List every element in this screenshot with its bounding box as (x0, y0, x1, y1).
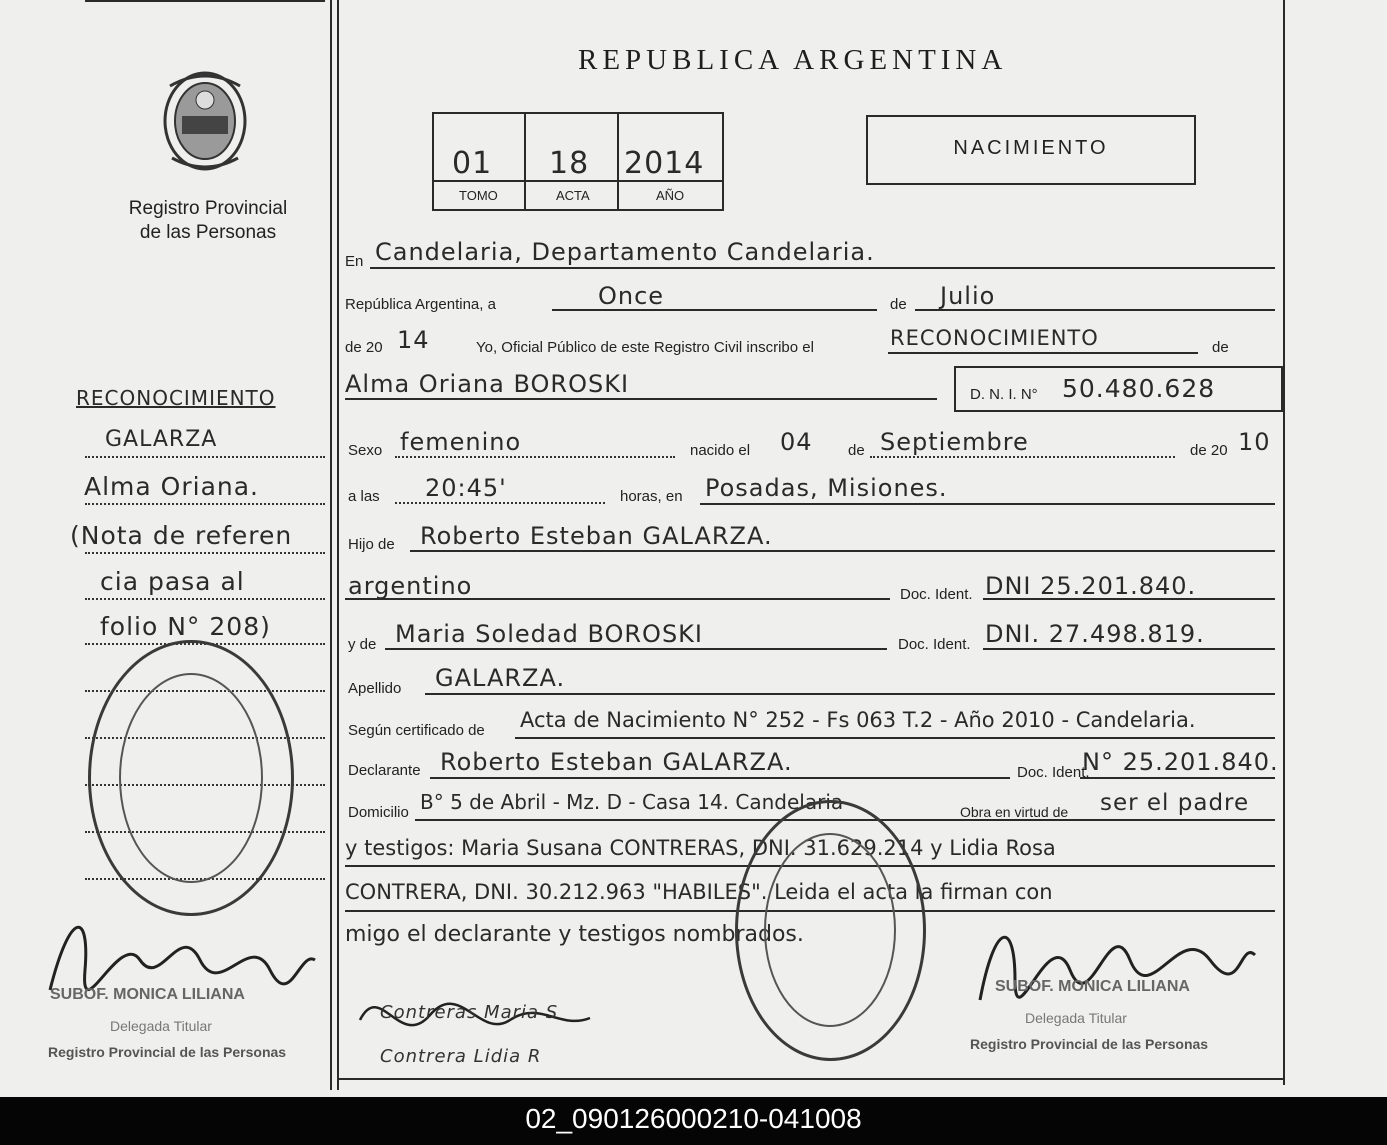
place-value: Posadas, Misiones. (705, 474, 948, 502)
margin-note-line1: RECONOCIMIENTO (76, 386, 276, 410)
dni-box (954, 366, 1283, 412)
republica-label: República Argentina, a (345, 296, 496, 313)
official-left-name: SUBOF. MONICA LILIANA (50, 986, 245, 1003)
time-value: 20:45' (425, 474, 507, 502)
left-official-stamp (88, 640, 294, 916)
sexo-label: Sexo (348, 442, 383, 459)
child-name: Alma Oriana BOROSKI (345, 370, 630, 398)
month-value: Julio (940, 282, 996, 310)
official-left-org: Registro Provincial de las Personas (48, 1044, 287, 1060)
image-code: 02_090126000210-041008 (525, 1103, 862, 1134)
image-code-footer (0, 1097, 1387, 1145)
margin-dots-2 (85, 456, 325, 458)
form-bottom-rule (337, 1078, 1283, 1080)
official-right-title: Delegada Titular (1025, 1010, 1127, 1026)
record-type-label: NACIMIENTO (953, 137, 1109, 159)
segun-label: Según certificado de (348, 722, 485, 739)
mother-doc: DNI. 27.498.819. (985, 620, 1205, 648)
testigos-line2: CONTRERA, DNI. 30.212.963 "HABILES". Leida el acta la firman con (345, 880, 1053, 904)
father-name: Roberto Esteban GALARZA. (420, 522, 773, 550)
de1-label: de (890, 296, 907, 313)
obra-value: ser el padre (1100, 790, 1250, 816)
margin-note-line6: folio N° 208) (100, 612, 271, 641)
registry-seal-icon (150, 66, 260, 176)
en-value: Candelaria, Departamento Candelaria. (375, 238, 875, 266)
de2014-label: de 20 (345, 339, 383, 356)
en-label: En (345, 253, 364, 270)
hijo-label: Hijo de (348, 536, 395, 553)
day-value: Once (598, 282, 665, 310)
margin-note-line2: GALARZA (105, 427, 218, 452)
act-value: RECONOCIMIENTO (890, 326, 1099, 350)
domicilio-value: B° 5 de Abril - Mz. D - Casa 14. Candelaria (420, 790, 844, 814)
declarante-value: Roberto Esteban GALARZA. (440, 748, 793, 776)
form-right-border (1283, 0, 1285, 1085)
declarante-label: Declarante (348, 762, 421, 779)
dni-value: 50.480.628 (1062, 374, 1216, 403)
witness-sig2: Contrera Lidia R (380, 1046, 542, 1067)
acta-label: ACTA (556, 188, 590, 203)
tomo-label: TOMO (459, 188, 498, 203)
apellido-value: GALARZA. (435, 664, 566, 692)
tomo-value: 01 (452, 146, 493, 181)
testigos-line1: y testigos: Maria Susana CONTRERAS, DNI. 31.629.214 y Lidia Rosa (345, 836, 1056, 860)
registry-name-line2: de las Personas (139, 222, 277, 243)
margin-note-line3: Alma Oriana. (84, 472, 260, 501)
alas-label: a las (348, 488, 380, 505)
form-left-border (337, 0, 339, 1090)
center-official-stamp (735, 800, 926, 1061)
anio-label: AÑO (656, 188, 685, 203)
doc1-label: Doc. Ident. (900, 586, 973, 603)
registry-name-line1: Registro Provincial (128, 198, 288, 219)
apellido-label: Apellido (348, 680, 402, 697)
record-number-box (432, 112, 724, 211)
official-left-title: Delegada Titular (110, 1018, 212, 1034)
birth-month: Septiembre (880, 428, 1029, 456)
domicilio-label: Domicilio (348, 804, 409, 821)
certificado-value: Acta de Nacimiento N° 252 - Fs 063 T.2 - Año 2010 - Candelaria. (520, 708, 1196, 732)
anio-value: 2014 (624, 146, 705, 181)
margin-dots-5 (85, 598, 325, 600)
doc3-label: Doc. Ident. (1017, 764, 1090, 781)
margin-dots-4 (85, 552, 325, 554)
yde-label: y de (348, 636, 377, 653)
witness-sig1: Contreras Maria S (380, 1002, 559, 1023)
birth-year: 10 (1238, 428, 1271, 456)
country-title: REPUBLICA ARGENTINA (578, 44, 1008, 76)
de4-label: de (848, 442, 865, 459)
de3-label: de (1212, 339, 1229, 356)
dni-label: D. N. I. N° (970, 386, 1038, 403)
year-value: 14 (397, 326, 430, 354)
official-right-org: Registro Provincial de las Personas (970, 1036, 1209, 1052)
record-type-box (866, 115, 1196, 185)
margin-dots-3 (85, 503, 325, 505)
sexo-value: femenino (400, 428, 522, 456)
top-left-rule (85, 0, 325, 2)
doc2-label: Doc. Ident. (898, 636, 971, 653)
father-doc: DNI 25.201.840. (985, 572, 1197, 600)
testigos-line3: migo el declarante y testigos nombrados. (345, 922, 804, 947)
birth-day: 04 (780, 428, 813, 456)
nacido-label: nacido el (690, 442, 751, 459)
official-right-name: SUBOF. MONICA LILIANA (995, 978, 1190, 995)
horas-label: horas, en (620, 488, 683, 505)
de20-label: de 20 (1190, 442, 1228, 459)
right-signature-icon (960, 900, 1260, 1020)
declarante-doc: N° 25.201.840. (1082, 748, 1279, 776)
obra-label: Obra en virtud de (960, 804, 1069, 820)
left-column-border (330, 0, 332, 1090)
acta-value: 18 (549, 146, 590, 181)
margin-note-line4: (Nota de referen (70, 521, 293, 550)
mother-name: Maria Soledad BOROSKI (395, 620, 703, 648)
yo-label: Yo, Oficial Público de este Registro Civil inscribo el (476, 339, 814, 356)
margin-note-line5: cia pasa al (100, 567, 245, 596)
father-nationality: argentino (348, 572, 473, 600)
